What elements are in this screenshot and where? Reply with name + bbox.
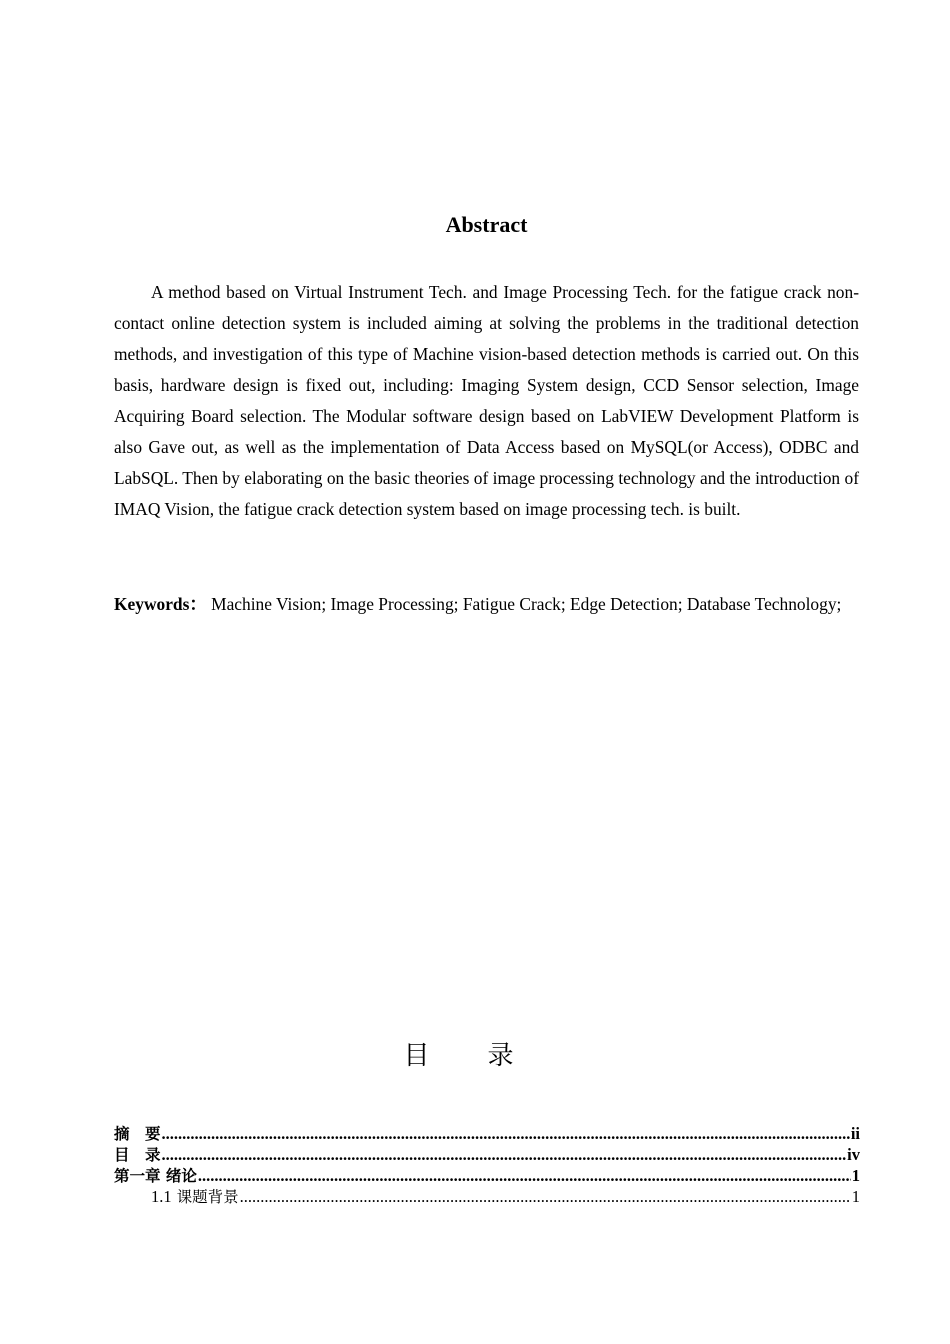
toc-section-title: 课题背景 [176, 1188, 239, 1206]
toc-entry-contents[interactable] [114, 1144, 860, 1165]
toc-section-number: 1.1 [151, 1187, 172, 1206]
toc-leader-dots [240, 1186, 851, 1207]
toc-leader-dots [162, 1144, 847, 1165]
toc-entry-page: iv [847, 1145, 860, 1164]
keywords-line [114, 586, 859, 623]
toc-heading: 目录 [403, 1041, 572, 1071]
toc-entry-section-1-1[interactable] [114, 1186, 860, 1207]
abstract-heading: Abstract [445, 212, 528, 237]
toc-entry-label: 第一章 绪论 [114, 1167, 197, 1185]
keywords-label: Keywords： [114, 594, 207, 614]
toc-entry-page: 1 [851, 1187, 860, 1206]
toc-entry-label: 目 录 [114, 1146, 161, 1164]
toc-entry-page: ii [850, 1124, 860, 1143]
keywords-text: Machine Vision; Image Processing; Fatigue Crack; Edge Detection; Database Technology; [211, 594, 842, 614]
abstract-paragraph: A method based on Virtual Instrument Tech. and Image Processing Tech. for the fatigue crack non-contact online detection system is included aiming at solving the problems in the traditional detection methods, and investigation of this type of Machine vision-based detection methods is carried out. On this basis, hardware design is fixed out, including: Imaging System design, CCD Sensor selection, Image Acquiring Board selection. The Modular software design based on LabVIEW Development Platform is also Gave out, as well as the implementation of Data Access based on MySQL(or Access), ODBC and LabSQL. Then by elaborating on the basic theories of image processing technology and the introduction of IMAQ Vision, the fatigue crack detection system based on image processing tech. is built. [114, 282, 859, 519]
toc-leader-dots [198, 1165, 851, 1186]
toc-entry-abstract-cn[interactable] [114, 1123, 860, 1144]
toc-leader-dots [162, 1123, 850, 1144]
toc-entry-chapter-1[interactable] [114, 1165, 860, 1186]
toc-entry-label: 摘 要 [114, 1125, 161, 1143]
toc-entry-label [151, 1186, 239, 1207]
toc-entry-page: 1 [851, 1166, 860, 1185]
table-of-contents [114, 1123, 860, 1207]
